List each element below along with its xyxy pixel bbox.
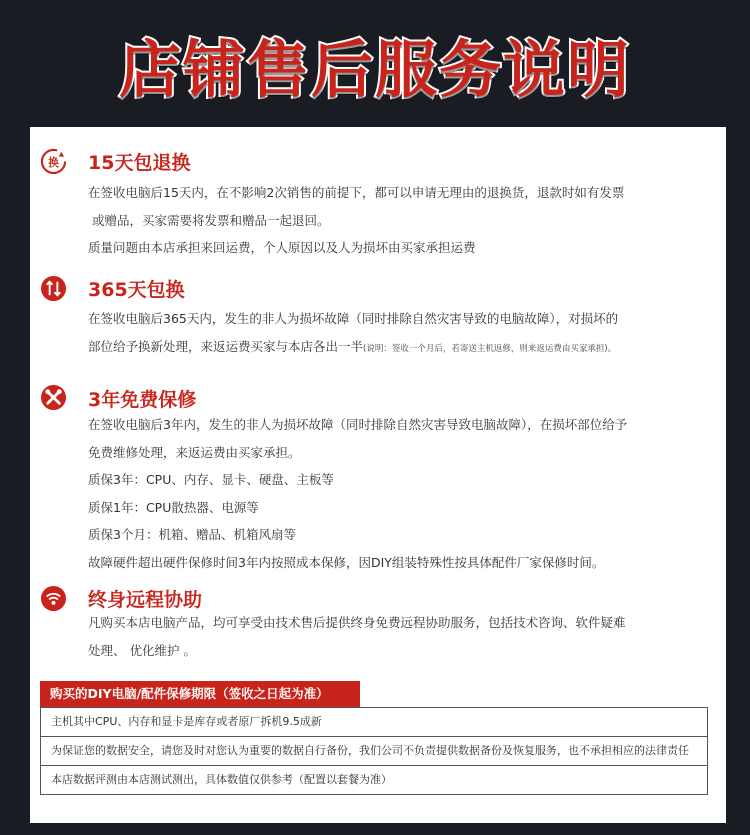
section-body bbox=[88, 609, 716, 664]
wrench-cross-icon bbox=[40, 384, 67, 411]
content-card bbox=[30, 127, 726, 823]
section-title: 终身远程协助 bbox=[88, 589, 203, 611]
body-line bbox=[88, 333, 716, 364]
section-title: 365天包换 bbox=[88, 279, 185, 301]
small-note: (说明：签收一个月后，若寄送主机返修，则来返运费由买家承担)。 bbox=[363, 343, 617, 354]
body-text: 部位给予换新处理，来返运费买家与本店各出一半 bbox=[88, 338, 364, 354]
body-line: 在签收电脑后3年内，发生的非人为损坏故障（同时排除自然灾害导致电脑故障），在损坏部位给予 bbox=[88, 417, 628, 432]
body-line: 或赠品，买家需要将发票和赠品一起退回。 bbox=[88, 212, 330, 228]
svg-text:换: 换 bbox=[48, 156, 59, 169]
policy-heading: 购买的DIY电脑/配件保修期限（签收之日起为准） bbox=[40, 681, 360, 707]
section-body bbox=[88, 411, 716, 576]
body-line: 免费维修处理，来返运费由买家承担。 bbox=[88, 444, 301, 460]
policy-row: 为保证您的数据安全，请您及时对您认为重要的数据自行备份，我们公司不负责提供数据备份及恢复服务，也不承担相应的法律责任 bbox=[41, 736, 707, 765]
wifi-remote-icon bbox=[40, 585, 67, 612]
body-line: 故障硬件超出硬件保修时间3年内按照成本保修，因DIY组装特殊性按具体配件厂家保修时间。 bbox=[88, 554, 605, 570]
title-banner bbox=[0, 0, 750, 128]
page-title: 店铺售后服务说明 bbox=[118, 32, 631, 106]
section-title: 15天包退换 bbox=[88, 152, 191, 174]
body-line: 凡购买本店电脑产品，均可享受由技术售后提供终身免费远程协助服务，包括技术咨询、软件疑难 bbox=[88, 615, 626, 630]
section-body bbox=[88, 179, 716, 262]
body-line: 处理、 优化维护 。 bbox=[88, 642, 196, 658]
exchange-icon bbox=[40, 148, 67, 175]
body-line: 质量问题由本店承担来回运费，个人原因以及人为损坏由买家承担运费 bbox=[88, 240, 476, 255]
section-title: 3年免费保修 bbox=[88, 389, 197, 411]
body-line: 质保3年：CPU、内存、显卡、硬盘、主板等 bbox=[88, 472, 334, 487]
body-line: 在签收电脑后365天内，发生的非人为损坏故障（同时排除自然灾害导致的电脑故障），对损坏的 bbox=[88, 311, 619, 326]
policy-table bbox=[40, 707, 708, 795]
body-line: 质保1年：CPU散热器、电源等 bbox=[88, 499, 259, 515]
swap-arrows-icon bbox=[40, 275, 67, 302]
body-line: 在签收电脑后15天内，在不影响2次销售的前提下，都可以申请无理由的退换货，退款时如有发票 bbox=[88, 185, 625, 200]
body-line: 质保3个月：机箱、赠品、机箱风扇等 bbox=[88, 527, 296, 542]
section-body bbox=[88, 305, 716, 363]
policy-row: 主机其中CPU、内存和显卡是库存或者原厂拆机9.5成新 bbox=[51, 715, 322, 728]
policy-row: 本店数据评测由本店测试测出，具体数值仅供参考（配置以套餐为准） bbox=[41, 765, 707, 794]
